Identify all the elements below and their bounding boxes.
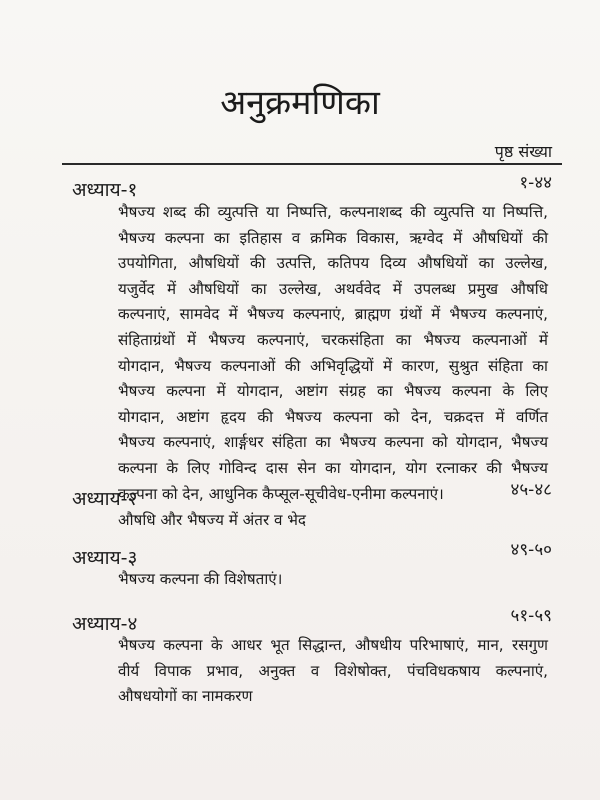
- content-line: भैषज्य कल्पना का इतिहास व क्रमिक विकास, ऋग्वेद में औषधियों की: [118, 228, 548, 247]
- content-line: वीर्य विपाक प्रभाव, अनुक्त व विशेषोक्त, पंचविधकषाय कल्पनाएं,: [118, 661, 548, 680]
- content-line: कल्पनाएं, सामवेद में भैषज्य कल्पनाएं, ब्राह्मण ग्रंथों में भैषज्य कल्पनाएं,: [118, 305, 548, 324]
- chapter-3-contents: [118, 567, 548, 593]
- content-line: औषधयोगों का नामकरण: [118, 687, 253, 706]
- chapter-2-contents: [118, 508, 548, 534]
- chapter-3-pages: ४९-५०: [510, 540, 552, 560]
- chapter-4-heading: अध्याय-४: [72, 613, 138, 635]
- chapter-1-contents: [118, 200, 548, 507]
- page-title: अनुक्रमणिका: [220, 83, 380, 123]
- content-line: यजुर्वेद में औषधियों का उल्लेख, अथर्ववेद में उपलब्ध प्रमुख औषधि: [118, 279, 548, 298]
- content-line: भैषज्य कल्पना की विशेषताएं।: [118, 570, 283, 588]
- content-line: कल्पना के लिए गोविन्द दास सेन का योगदान, योग रत्नाकर की भैषज्य: [118, 458, 548, 477]
- content-line: कल्पना को देन, आधुनिक कैप्सूल-सूचीवेध-एनीमा कल्पनाएं।: [118, 484, 444, 503]
- content-line: उपयोगिता, औषधियों की उत्पत्ति, कतिपय दिव्य औषधियों का उल्लेख,: [118, 254, 548, 273]
- content-line: संहिताग्रंथों में भैषज्य कल्पनाएं, चरकसंहिता का भैषज्य कल्पनाओं में: [118, 330, 548, 349]
- header-rule: [62, 163, 562, 165]
- content-line: भैषज्य शब्द की व्युत्पत्ति या निष्पत्ति, कल्पनाशब्द की व्युत्पत्ति या निष्पत्ति,: [118, 203, 548, 221]
- content-line: भैषज्य कल्पना के आधर भूत सिद्धान्त, औषधीय परिभाषाएं, मान, रसगुण: [118, 636, 548, 654]
- chapter-3-heading: अध्याय-३: [72, 547, 138, 569]
- content-line: योगदान, अष्टांग हृदय की भैषज्य कल्पना को देन, चक्रदत्त में वर्णित: [118, 407, 548, 426]
- chapter-1-heading: अध्याय-१: [72, 179, 138, 201]
- content-line: भैषज्य कल्पना में योगदान, अष्टांग संग्रह का भैषज्य कल्पना के लिए: [118, 382, 548, 401]
- chapter-2-heading: अध्याय-२: [72, 488, 138, 510]
- chapter-1-pages: १-४४: [519, 173, 552, 193]
- content-line: औषधि और भैषज्य में अंतर व भेद: [118, 511, 306, 529]
- chapter-4-pages: ५१-५९: [510, 606, 552, 626]
- page-number-column-header: पृष्ठ संख्या: [494, 142, 552, 161]
- chapter-4-contents: [118, 633, 548, 710]
- content-line: भैषज्य कल्पनाएं, शार्ङ्गधर संहिता का भैषज्य कल्पना को योगदान, भैषज्य: [118, 433, 548, 452]
- chapter-2-pages: ४५-४८: [510, 480, 552, 500]
- content-line: योगदान, भैषज्य कल्पनाओं की अभिवृद्धियों में कारण, सुश्रुत संहिता का: [118, 356, 548, 375]
